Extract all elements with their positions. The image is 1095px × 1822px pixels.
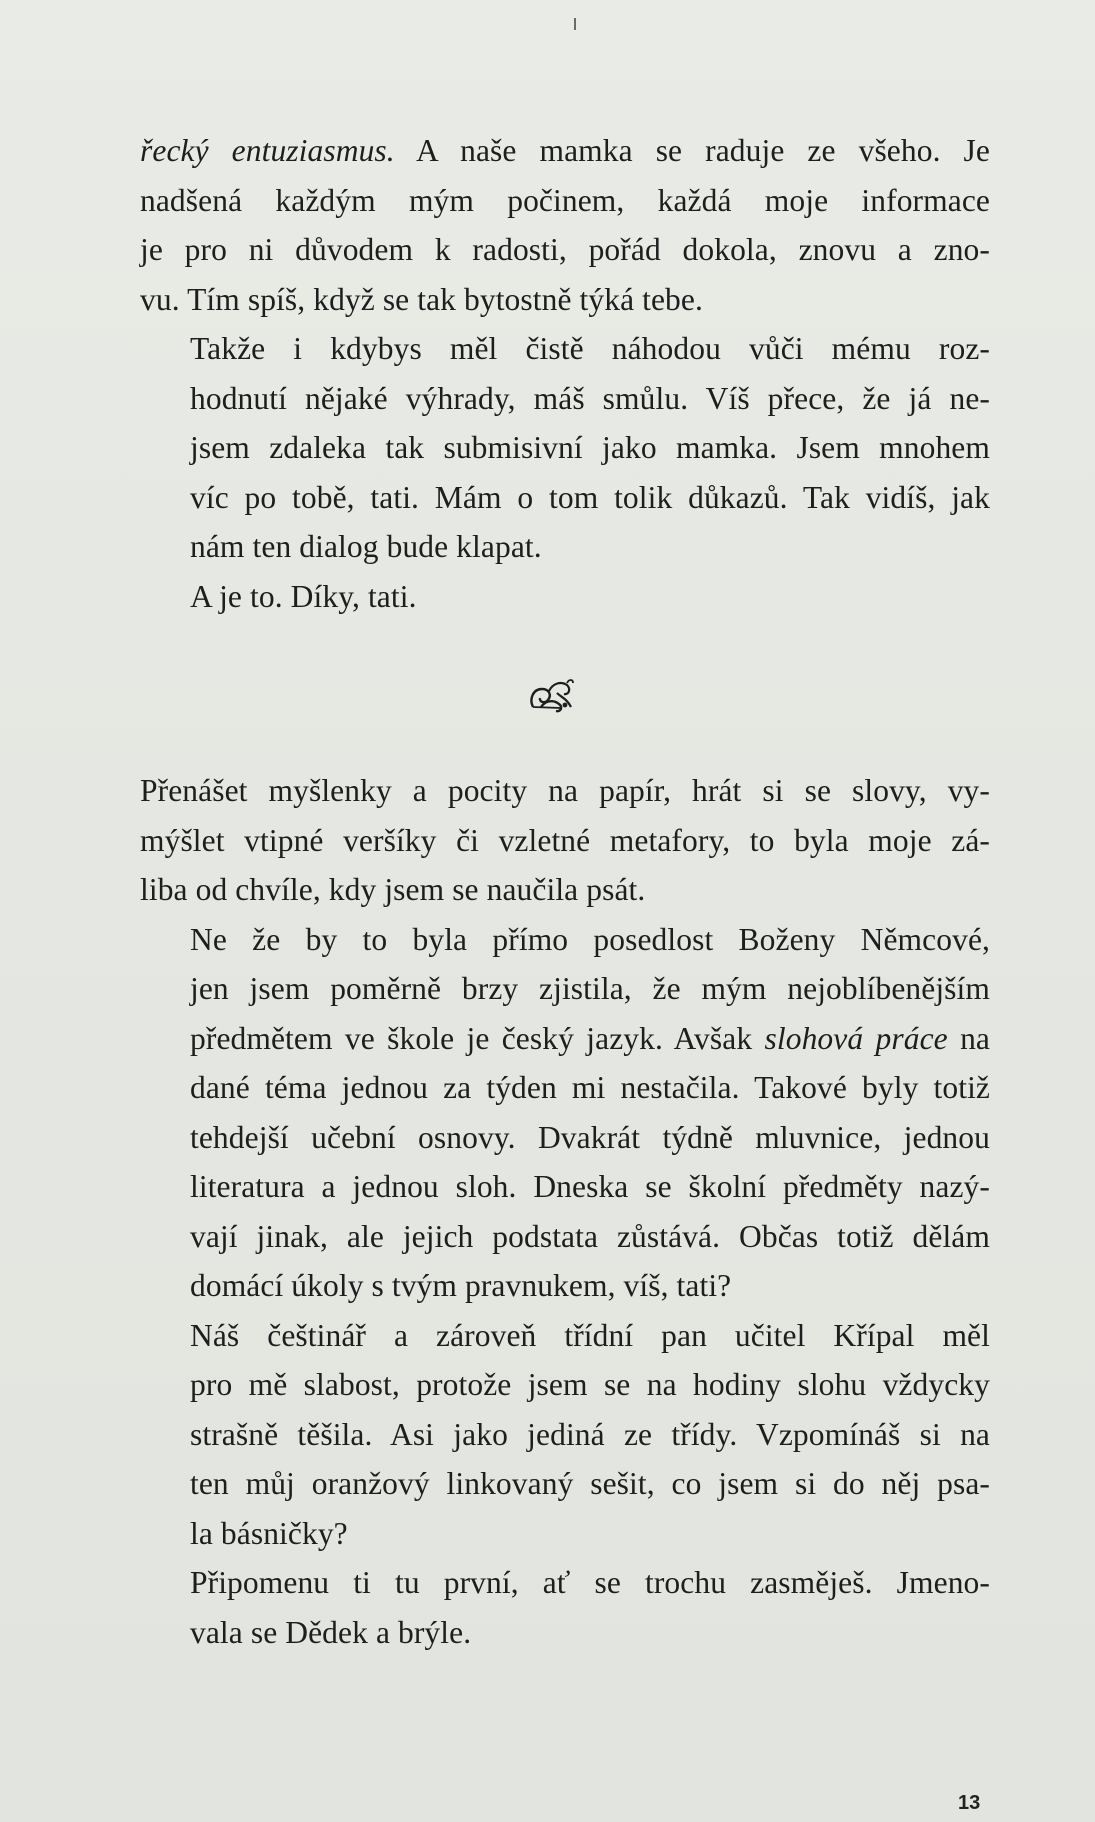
paragraph-2: [140, 324, 990, 572]
text-line: nadšená každým mým počinem, každá moje informace: [140, 182, 990, 218]
text-run: předmětem ve škole je český jazyk. Avšak: [190, 1020, 765, 1056]
text-line: [140, 126, 990, 176]
text-line: Takže i kdybys měl čistě náhodou vůči mému roz-: [190, 331, 990, 366]
text-block-top: [140, 126, 990, 621]
text-line: vala se Dědek a brýle.: [190, 1614, 472, 1650]
text-line: literatura a jednou sloh. Dneska se školní předměty nazý-: [190, 1169, 990, 1204]
text-line: jsem zdaleka tak submisivní jako mamka. Jsem mnohem: [190, 430, 990, 465]
text-run: na: [947, 1020, 991, 1056]
italic-phrase: řecký entuziasmus.: [140, 133, 395, 168]
paragraph-7: [140, 1558, 990, 1657]
text-line: A je to. Díky, tati.: [190, 578, 417, 614]
text-line: liba od chvíle, kdy jsem se naučila psát.: [140, 872, 646, 907]
text-block-bottom: [140, 766, 990, 1657]
paragraph-4: [140, 766, 990, 915]
text-line: mýšlet vtipné veršíky či vzletné metafory, to byla moje zá-: [140, 822, 990, 858]
text-line: nám ten dialog bude klapat.: [190, 529, 542, 564]
paragraph-6: [140, 1311, 990, 1559]
paper-speck: [574, 18, 576, 30]
text-line: víc po tobě, tati. Mám o tom tolik důkazů. Tak vidíš, jak: [190, 479, 990, 515]
paragraph-1: [140, 126, 990, 324]
paragraph-5: [140, 915, 990, 1311]
text-line: Náš češtinář a zároveň třídní pan učitel Křípal měl: [190, 1317, 990, 1353]
text-line: Ne že by to byla přímo posedlost Boženy Němcové,: [190, 921, 990, 957]
text-line: Připomenu ti tu první, ať se trochu zasměješ. Jmeno-: [190, 1565, 990, 1600]
text-run: A naše mamka se raduje ze všeho. Je: [394, 133, 990, 168]
text-line: pro mě slabost, protože jsem se na hodiny slohu vždycky: [190, 1367, 990, 1402]
text-line: ten můj oranžový linkovaný sešit, co jsem si do něj psa-: [190, 1466, 990, 1501]
text-line: tehdejší učební osnovy. Dvakrát týdně mluvnice, jednou: [190, 1119, 990, 1155]
text-line: dané téma jednou za týden mi nestačila. Takové byly totiž: [190, 1070, 990, 1105]
text-line: strašně těšila. Asi jako jediná ze třídy. Vzpomínáš si na: [190, 1416, 990, 1452]
text-line: [140, 1014, 990, 1064]
text-line: vu. Tím spíš, když se tak bytostně týká tebe.: [140, 281, 703, 317]
text-line: hodnutí nějaké výhrady, máš smůlu. Víš přece, že já ne-: [190, 380, 990, 416]
text-line: la básničky?: [190, 1515, 348, 1551]
italic-phrase: slohová práce: [764, 1020, 948, 1056]
text-line: vají jinak, ale jejich podstata zůstává. Občas totiž dělám: [190, 1218, 990, 1254]
text-line: Přenášet myšlenky a pocity na papír, hrát si se slovy, vy-: [140, 773, 990, 808]
fleuron-ornament-icon: [527, 677, 575, 717]
text-line: domácí úkoly s tvým pravnukem, víš, tati?: [190, 1268, 732, 1303]
text-line: jen jsem poměrně brzy zjistila, že mým nejoblíbenějším: [190, 971, 990, 1006]
page-number: 13: [958, 1792, 981, 1814]
text-line: je pro ni důvodem k radosti, pořád dokola, znovu a zno-: [140, 232, 990, 267]
paragraph-3: [140, 572, 990, 622]
